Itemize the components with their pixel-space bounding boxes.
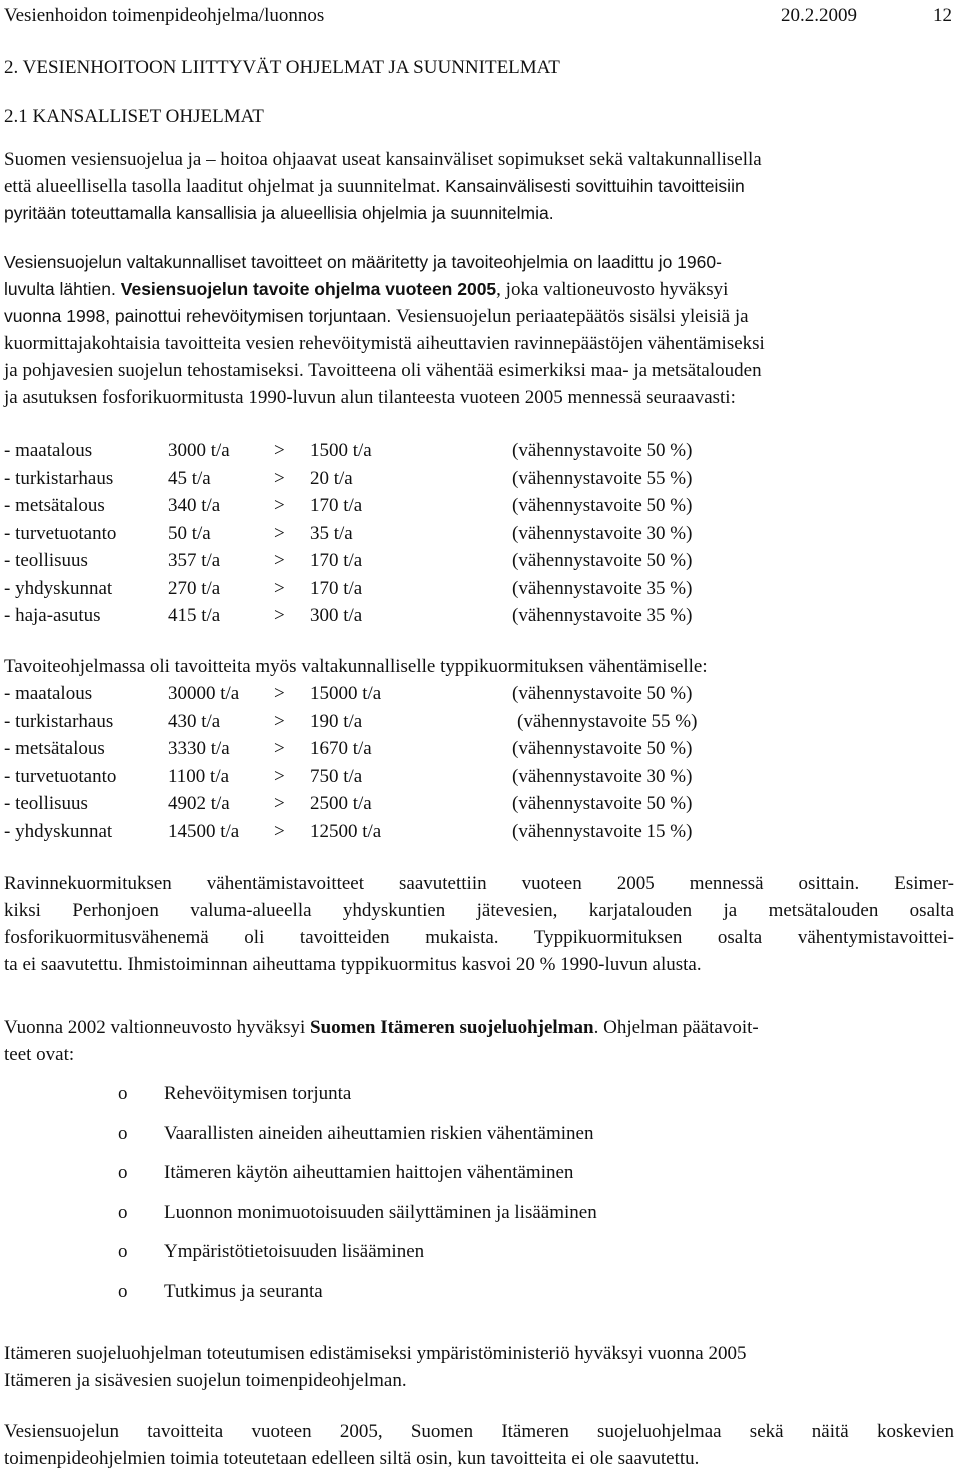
from-cell: 340 t/a [168, 495, 221, 516]
text-span: vuonna 1998, painottui rehevöitymisen torjuntaan. [4, 306, 397, 326]
from-cell: 4902 t/a [168, 793, 230, 814]
to-cell: 35 t/a [310, 522, 353, 544]
from-cell: 415 t/a [168, 605, 221, 626]
to-cell: 170 t/a [310, 550, 363, 571]
table-row [4, 465, 954, 492]
arrow-cell: > [274, 577, 285, 599]
paragraph-ministry [4, 1340, 954, 1394]
sector-cell: - turvetuotanto [4, 765, 117, 787]
subsection-heading: 2.1 KANSALLISET OHJELMAT [4, 106, 264, 127]
goal-cell: (vähennystavoite 35 %) [512, 605, 693, 626]
text-line [4, 357, 954, 384]
from-cell: 3330 t/a [168, 738, 230, 759]
arrow-cell: > [274, 495, 285, 516]
arrow-cell: > [274, 605, 285, 626]
from-cell: 3000 t/a [168, 440, 230, 461]
list-item-text: Vaarallisten aineiden aiheuttamien riskien vähentäminen [164, 1122, 594, 1144]
page-header [4, 2, 952, 28]
text-span: ja pohjavesien suojelun tehostamiseksi. [4, 360, 309, 381]
from-cell: 430 t/a [168, 710, 221, 732]
from-cell: 270 t/a [168, 577, 221, 599]
goal-cell: (vähennystavoite 50 %) [512, 683, 693, 704]
goals-list [0, 1080, 960, 1320]
paragraph-intro [4, 146, 954, 227]
to-cell: 20 t/a [310, 467, 353, 489]
goal-cell: (vähennystavoite 55 %) [517, 710, 698, 732]
text-span: Vesiensuojelun periaatepäätös sisälsi yleisiä ja [396, 306, 749, 327]
sector-cell: - metsätalous [4, 495, 105, 516]
bullet-icon: o [118, 1241, 128, 1262]
goal-cell: (vähennystavoite 35 %) [512, 577, 693, 599]
arrow-cell: > [274, 550, 285, 571]
table-row [4, 708, 954, 735]
to-cell: 12500 t/a [310, 820, 382, 842]
to-cell: 1500 t/a [310, 440, 372, 461]
text-line [4, 276, 954, 303]
text-span: Kansainvälisesti sovittuihin tavoitteisiin [445, 176, 745, 196]
to-cell: 300 t/a [310, 605, 363, 626]
text-line: Itämeren suojeluohjelman toteutumisen edistämiseksi ympäristöministeriö hyväksyi vuonna 2005 [4, 1343, 747, 1364]
to-cell: 15000 t/a [310, 683, 382, 704]
text-span: , joka valtioneuvosto hyväksyi [496, 279, 729, 300]
table-row [4, 437, 954, 464]
table-row [4, 492, 954, 519]
sector-cell: - maatalous [4, 683, 93, 704]
to-cell: 1670 t/a [310, 738, 372, 759]
sector-cell: - yhdyskunnat [4, 820, 113, 842]
table-row [4, 763, 954, 790]
table-row [4, 520, 954, 547]
text-span: . Ohjelman päätavoit- [593, 1017, 759, 1038]
phosphorus-table [0, 437, 960, 637]
from-cell: 30000 t/a [168, 683, 240, 704]
goal-cell: (vähennystavoite 50 %) [512, 793, 693, 814]
text-line: ta ei saavutettu. Ihmistoiminnan aiheuttama typpikuormitus kasvoi 20 % 1990-luvun alusta. [4, 954, 702, 975]
paragraph-national-goals [4, 249, 954, 411]
text-line: Suomen vesiensuojelua ja – hoitoa ohjaavat useat kansainväliset sopimukset sekä valtakunnallisella [4, 149, 762, 170]
bullet-icon: o [118, 1122, 128, 1144]
page-number: 12 [933, 5, 952, 26]
bullet-icon: o [118, 1083, 128, 1104]
sector-cell: - teollisuus [4, 550, 88, 571]
arrow-cell: > [274, 522, 285, 544]
paragraph-continuation [4, 1418, 954, 1472]
table-row [4, 547, 954, 574]
sector-cell: - turvetuotanto [4, 522, 117, 544]
arrow-cell: > [274, 820, 285, 842]
goal-cell: (vähennystavoite 50 %) [512, 440, 693, 461]
section-heading: 2. VESIENHOITOON LIITTYVÄT OHJELMAT JA SUUNNITELMAT [4, 57, 560, 78]
goal-cell: (vähennystavoite 55 %) [512, 467, 693, 489]
nitrogen-intro: Tavoiteohjelmassa oli tavoitteita myös valtakunnalliselle typpikuormituksen vähentämiselle: [4, 656, 708, 677]
list-item-text: Ympäristötietoisuuden lisääminen [164, 1241, 425, 1262]
goal-cell: (vähennystavoite 30 %) [512, 522, 693, 544]
bullet-icon: o [118, 1162, 128, 1183]
nitrogen-table [0, 680, 960, 850]
goal-cell: (vähennystavoite 50 %) [512, 495, 693, 516]
sector-cell: - metsätalous [4, 738, 105, 759]
from-cell: 14500 t/a [168, 820, 240, 842]
sector-cell: - teollisuus [4, 793, 88, 814]
arrow-cell: > [274, 738, 285, 759]
goal-cell: (vähennystavoite 50 %) [512, 738, 693, 759]
arrow-cell: > [274, 683, 285, 704]
table-row [4, 818, 954, 845]
from-cell: 1100 t/a [168, 765, 230, 787]
table-row [4, 602, 954, 629]
table-row [4, 735, 954, 762]
from-cell: 50 t/a [168, 522, 211, 544]
list-item-text: Rehevöitymisen torjunta [164, 1083, 352, 1104]
text-line: Vesiensuojelun valtakunnalliset tavoitteet on määritetty ja tavoiteohjelmia on laadittu jo 1960- [4, 252, 722, 272]
from-cell: 45 t/a [168, 467, 211, 489]
text-line: kiksi Perhonjoen valuma-alueella yhdyskuntien jätevesien, karjatalouden ja metsätalouden osalta [4, 900, 954, 921]
text-line: Ravinnekuormituksen vähentämistavoitteet saavutettiin vuoteen 2005 mennessä osittain. Esimer- [4, 873, 954, 894]
sector-cell: - maatalous [4, 440, 93, 461]
text-line: kuormittajakohtaisia tavoitteita vesien rehevöitymistä aiheuttavien ravinnepäästöjen vähentämiseksi [4, 333, 765, 354]
arrow-cell: > [274, 765, 285, 787]
text-line [4, 173, 954, 200]
sector-cell: - yhdyskunnat [4, 577, 113, 599]
text-line [4, 303, 954, 330]
table-row [4, 680, 954, 707]
text-span: Tavoitteena oli vähentää esimerkiksi maa- ja metsätalouden [308, 360, 762, 381]
to-cell: 2500 t/a [310, 793, 372, 814]
to-cell: 750 t/a [310, 765, 363, 787]
text-span: luvulta lähtien. [4, 279, 121, 299]
list-item-text: Luonnon monimuotoisuuden säilyttäminen ja lisääminen [164, 1201, 597, 1223]
list-item-text: Tutkimus ja seuranta [164, 1280, 323, 1302]
bullet-icon: o [118, 1201, 128, 1223]
sector-cell: - turkistarhaus [4, 467, 114, 489]
arrow-cell: > [274, 710, 285, 732]
text-line: Itämeren ja sisävesien suojelun toimenpideohjelman. [4, 1370, 407, 1391]
program-name: Suomen Itämeren suojeluohjelman [310, 1017, 594, 1038]
table-row [4, 790, 954, 817]
text-line [4, 1014, 954, 1041]
arrow-cell: > [274, 467, 285, 489]
sector-cell: - haja-asutus [4, 605, 101, 626]
text-line: pyritään toteuttamalla kansallisia ja alueellisia ohjelmia ja suunnitelmia. [4, 203, 554, 223]
text-line: teet ovat: [4, 1044, 75, 1065]
document-date: 20.2.2009 [781, 5, 857, 26]
text-line: ja asutuksen fosforikuormitusta 1990-luvun alun tilanteesta vuoteen 2005 mennessä seuraavasti: [4, 387, 736, 408]
to-cell: 170 t/a [310, 495, 363, 516]
text-line: fosforikuormitusvähenemä oli tavoitteiden mukaista. Typpikuormituksen osalta vähentymistavoittei- [4, 927, 954, 948]
program-name: Vesiensuojelun tavoite ohjelma vuoteen 2005 [120, 279, 497, 299]
sector-cell: - turkistarhaus [4, 710, 114, 732]
text-line: toimenpideohjelmien toimia toteutetaan edelleen siltä osin, kun tavoitteita ei ole saavutettu. [4, 1448, 700, 1469]
paragraph-baltic-program [4, 1014, 954, 1068]
goal-cell: (vähennystavoite 30 %) [512, 765, 693, 787]
arrow-cell: > [274, 793, 285, 814]
to-cell: 170 t/a [310, 577, 363, 599]
text-line: Vesiensuojelun tavoitteita vuoteen 2005, Suomen Itämeren suojeluohjelmaa sekä näitä koskevien [4, 1421, 954, 1442]
table-row [4, 575, 954, 602]
text-span: että alueellisella tasolla laaditut ohjelmat ja suunnitelmat. [4, 176, 446, 197]
goal-cell: (vähennystavoite 50 %) [512, 550, 693, 571]
arrow-cell: > [274, 440, 285, 461]
from-cell: 357 t/a [168, 550, 221, 571]
bullet-icon: o [118, 1280, 128, 1302]
goal-cell: (vähennystavoite 15 %) [512, 820, 693, 842]
paragraph-results [4, 870, 954, 978]
document-title: Vesienhoidon toimenpideohjelma/luonnos [4, 5, 325, 26]
text-span: Vuonna 2002 valtionneuvosto hyväksyi [4, 1017, 310, 1038]
to-cell: 190 t/a [310, 710, 363, 732]
list-item-text: Itämeren käytön aiheuttamien haittojen vähentäminen [164, 1162, 574, 1183]
